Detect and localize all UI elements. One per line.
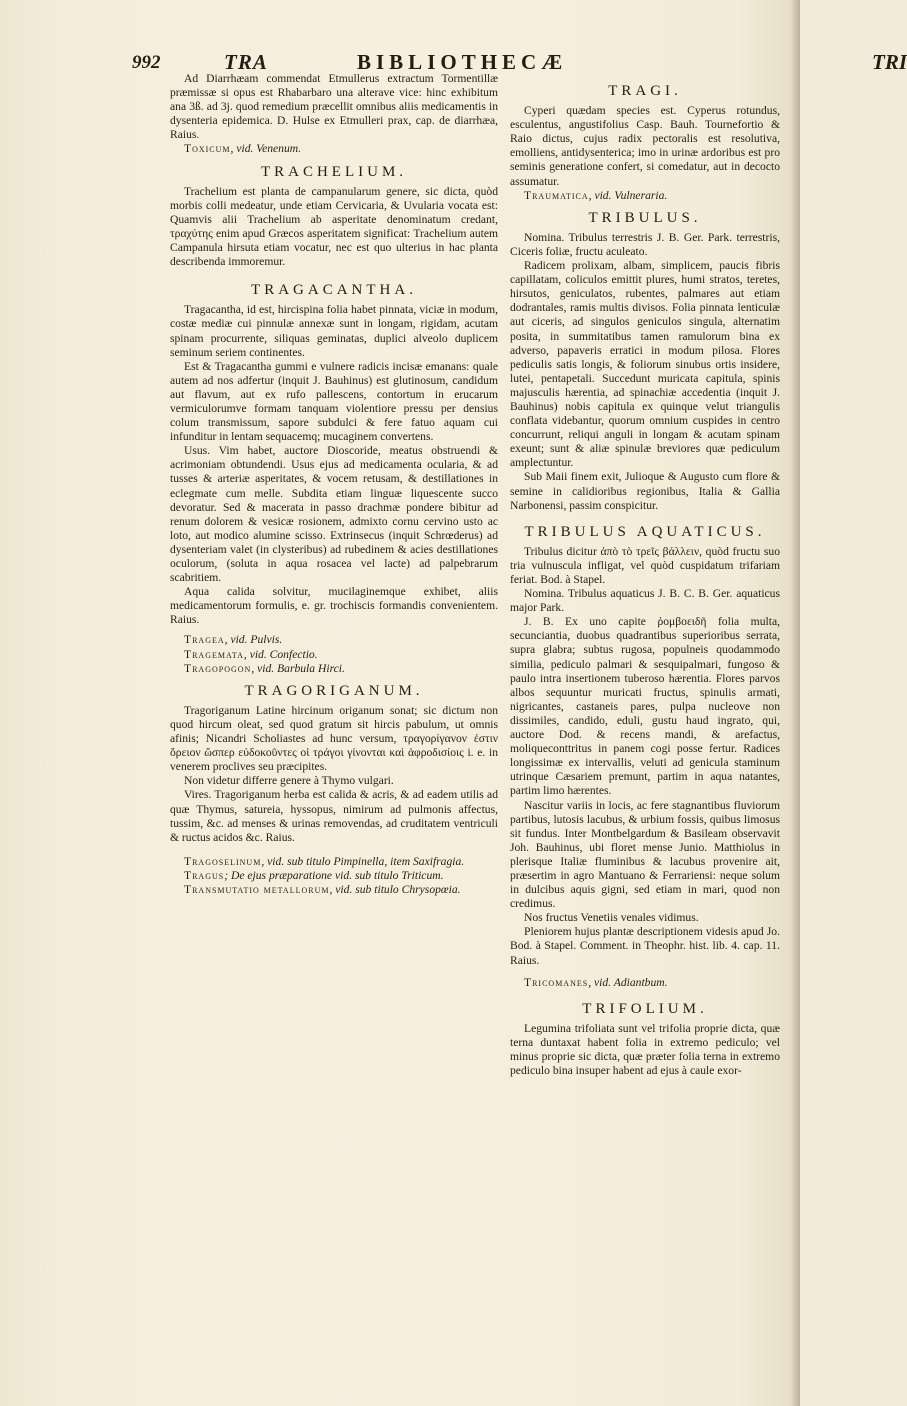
xref-reference: , vid. Barbula Hirci. <box>251 661 345 675</box>
right-column <box>510 72 780 1078</box>
tragacantha-paragraph-4: Aqua calida solvitur, mucilaginemque exhibet, aliis medicamentorum formulis, e. gr. trochiscis formandis convenientem. Raius. <box>170 585 498 627</box>
entry-text-trachelium: Trachelium est planta de campanularum genere, sic dicta, quòd morbis colli medeatur, unde etiam Cervicaria, & Uvularia vocata est: Quamvis alii Trachelium ab asperitate denominatum credant, τραχύτης enim apud Græcos asperitatem significat: Trachelium autem Campanula hirsuta etiam vocatur, nec est quo ulterius in hac planta describenda immoremur. <box>170 184 498 269</box>
xref-tragopogon <box>170 662 498 676</box>
tribulus-aquaticus-paragraph-3: J. B. Ex uno capite ῥομβοειδῆ folia multa, secunciantia, duobus quadrantibus superioribus serrata, supra glabra; subtus rugosa, populneis quodammodo similia, pediculo palmari & sesquipalmari, fungoso & paulo intra insertionem tuberoso hærentia. Flores parvos albos sequuntur muricati fructus, spinulis armati, nigricantes, castaneis pares, pulpa nucleove non dissimiles, candido, eduli, gustu haud ingrato, qui, auctore Dod. & recens mandi, & arefactus, moliqueconttritus in panem cogi posse fertur. Radices longissimæ ex intervallis, veluti ad genicula staminum utrinque Cæsariem premunt, partim in aqua natantes, partim limo hærentes. <box>510 615 780 798</box>
tragacantha-paragraph-3: Usus. Vim habet, auctore Dioscoride, meatus obstruendi & acrimoniam obtundendi. Usus ejus ad medicamenta ocularia, & ad tusses & arteriæ asperitates, & vocem retusam, & destillationes in eclegmate cum melle. Subdita etiam linguæ liquescente succo devoratur. Sed & macerata in passo drachmæ pondere bibitur ad renum dolorem & vesicæ rosionem, admixto cornu cervino usto ac loto, aut modico alumine scisso. Extrinsecus (inquit Schrœderus) ad dysenteriam valet (in clysteribus) ad rubedinem & acies destillationes oculorum, (soluta in aqua rosacea vel lacte) ad palpebrarum scabritiem. <box>170 444 498 585</box>
xref-tragoselinum <box>170 855 498 869</box>
xref-toxicum <box>170 142 498 156</box>
xref-tragea <box>170 633 498 647</box>
left-column <box>170 72 498 897</box>
xref-reference: ; De ejus præparatione vid. sub titulo Triticum. <box>224 868 444 882</box>
xref-traumatica <box>510 189 780 203</box>
xref-reference: , vid. Venenum. <box>230 142 302 156</box>
tribulus-aquaticus-paragraph-2: Nomina. Tribulus aquaticus J. B. C. B. Ger. aquaticus major Park. <box>510 587 780 615</box>
entry-heading-tragacantha: TRAGACANTHA. <box>251 282 417 299</box>
tribulus-paragraph-1: Nomina. Tribulus terrestris J. B. Ger. Park. terrestris, Ciceris foliæ, fructu aculeato. <box>510 230 780 258</box>
tragoriganum-paragraph-3: Vires. Tragoriganum herba est calida & acris, & ad eadem utilis ad quæ Thymus, satureia, hyssopus, nimirum ad pulmonis affectus, tussim, &c. ad menses & urinas removendas, ad cruditatem ventriculi & ructus acidos &c. Raius. <box>170 788 498 844</box>
opening-paragraph: Ad Diarrhæam commendat Etmullerus extractum Tormentillæ præmissæ si opus est Rhabarbaro una alterave vice: hinc exhibitum ana 3ß. ad 3j. quod remedium præcellit omnibus aliis medicamentis in dysenteria epidemica. D. Hulse ex Etmulleri prax, cap. de diarrhæa, Raius. <box>170 72 498 142</box>
xref-term: Tricomanes <box>524 975 589 989</box>
tribulus-aquaticus-paragraph-5: Nos fructus Venetiis venales vidimus. <box>524 911 699 925</box>
xref-tragus <box>170 869 498 883</box>
xref-term: Tragemata <box>184 647 244 661</box>
tragoriganum-paragraph-2: Non videtur differre genere à Thymo vulgari. <box>184 774 394 788</box>
running-head-right-word: TRI <box>872 50 907 74</box>
entry-heading-tragi: TRAGI. <box>608 83 682 99</box>
entry-text-trifolium: Legumina trifoliata sunt vel trifolia proprie dicta, quæ terna duntaxat habent folia in extremo pediculo; vel minus proprie sic dicta, quæ præter folia terna in extremo pediculo bina insuper habent ad ejus à caule exor- <box>510 1021 780 1078</box>
xref-reference: , vid. Adiantbum. <box>588 975 668 989</box>
xref-term: Tragus <box>184 868 225 882</box>
tribulus-aquaticus-paragraph-6: Pleniorem hujus plantæ descriptionem videsis apud Jo. Bod. à Stapel. Comment. in Theophr. hist. lib. 4. cap. 11. Raius. <box>510 925 780 967</box>
running-head-left-word: TRA <box>224 50 268 74</box>
tragacantha-paragraph-1: Tragacantha, id est, hircispina folia habet pinnata, viciæ in modum, costæ mediæ cui pinnulæ annexæ sunt in longam, rigidam, acutam spinam procurrente, siliquas geminatas, duplici alveolo duplicem seminum seriem continentes. <box>170 303 498 359</box>
tribulus-aquaticus-paragraph-4: Nascitur variis in locis, ac fere stagnantibus fluviorum partibus, lutosis lacubus, & urbium fossis, quibus limosus sit fundus. Inter Montbelgardum & Basileam observavit Joh. Bauhinus, ubi floret mense Junio. Matthiolus in plerisque Italiæ fluminibus & lacubus provenire ait, præsertim in agro Mantuano & Ferrariensi: neque solum in dulcibus aquis gigni, sed etiam in mari, quod non credimus. <box>510 798 780 911</box>
tribulus-aquaticus-paragraph-1: Tribulus dicitur ἀπὸ τὸ τρεῖς βάλλειν, quòd fructu suo tria vulnuscula infligat, vel quòd cuspidatum trifariam feriat. Bod. à Stapel. <box>510 544 780 586</box>
running-head-title: BIBLIOTHECÆ <box>357 50 568 74</box>
entry-heading-tribulus: TRIBULUS. <box>588 209 702 226</box>
xref-reference: , vid. Pulvis. <box>224 633 283 647</box>
entry-heading-tragoriganum: TRAGORIGANUM. <box>244 682 424 699</box>
entry-heading-trifolium: TRIFOLIUM. <box>582 1000 708 1017</box>
xref-reference: , vid. sub titulo Chrysopœia. <box>329 882 461 896</box>
page-number: 992 <box>132 52 161 73</box>
page-edge-shadow <box>790 0 800 1406</box>
xref-term: Transmutatio metallorum <box>184 882 330 896</box>
xref-term: Toxicum <box>184 142 231 156</box>
xref-term: Tragopogon <box>184 661 252 675</box>
xref-term: Traumatica <box>524 188 589 202</box>
xref-term: Tragea <box>184 633 225 647</box>
xref-reference: , vid. sub titulo Pimpinella, item Saxifragia. <box>261 854 465 868</box>
xref-reference: , vid. Vulneraria. <box>588 188 668 202</box>
xref-tragemata <box>170 648 498 662</box>
tragacantha-paragraph-2: Est & Tragacantha gummi e vulnere radicis incisæ emanans: quale autem ad nos adfertur (inquit J. Bauhinus) est glutinosum, candidum aut flavum, aut ex rufo pallescens, contortum in erucarum vermiculorumve formam tanquam violentiore pressu per densius colum transmissum, sapore subdulci & fere fatuo aquam cui infunditur in lentam sequacemq; mucaginem convertens. <box>170 359 498 444</box>
tribulus-paragraph-2: Radicem prolixam, albam, simplicem, paucis fibris capillatam, coliculos emittit plures, humi stratos, teretes, hirsutos, geniculatos, rubentes, palmares aut etiam dodrantales, ramis multis divisos. Folia pinnata lenticulæ aut ciceris, ad singulos geniculos singula, alternatim posita, in summitatibus tamen ramulorum bina ex adverso, papaveris erratici in modum pilosa. Flores pediculis satis longis, & foliorum sinubus ortis insidere, lutei, pentapetali. Succedunt muricata capitula, spinis majusculis hærentia, ad spinachiæ accedentia (inquit J. Bauhinus) nobis capitula ex quinque velut triangulis conflata videbantur, quorum omnium cuspides in centro concurrunt, reliqui anguli in longam & acutam spinam exeunt; sunt & aliæ spinulæ breviores quæ pediculum amplectuntur. <box>510 259 780 470</box>
xref-term: Tragoselinum <box>184 854 262 868</box>
tragoriganum-paragraph-1: Tragoriganum Latine hircinum origanum sonat; sic dictum non quod hircum oleat, sed quod gratum sit hircis pabulum, ut omnis afinis; Nicandri Scholiastes ad hunc versum, τραγορίγανον ἐστιν ὄρειον ὥσπερ εὐδοκοῦντες οἱ τράγοι γίνονται καὶ ἀφροδισίοις i. e. in venerem proclives seu præcipites. <box>170 703 498 774</box>
entry-heading-tribulus-aquaticus: TRIBULUS AQUATICUS. <box>524 523 766 540</box>
xref-transmutatio <box>170 883 498 897</box>
entry-text-tragi: Cyperi quædam species est. Cyperus rotundus, esculentus, angustifolius Casp. Bauh. Tournefortio & Raio dictus, cujus radix pectoralis est resolutiva, emolliens, antidysenterica; imo in urinæ ardoribus est pro seminis generatione confert, si comedatur, aut in decocto assumatur. <box>510 104 780 188</box>
tribulus-paragraph-3: Sub Maii finem exit, Julioque & Augusto cum flore & semine in calidioribus regionibus, Italia & Gallia Narbonensi, passim conspicitur. <box>510 470 780 512</box>
xref-reference: , vid. Confectio. <box>243 647 318 661</box>
entry-heading-trachelium: TRACHELIUM. <box>260 163 408 180</box>
xref-tricomanes <box>510 976 780 990</box>
